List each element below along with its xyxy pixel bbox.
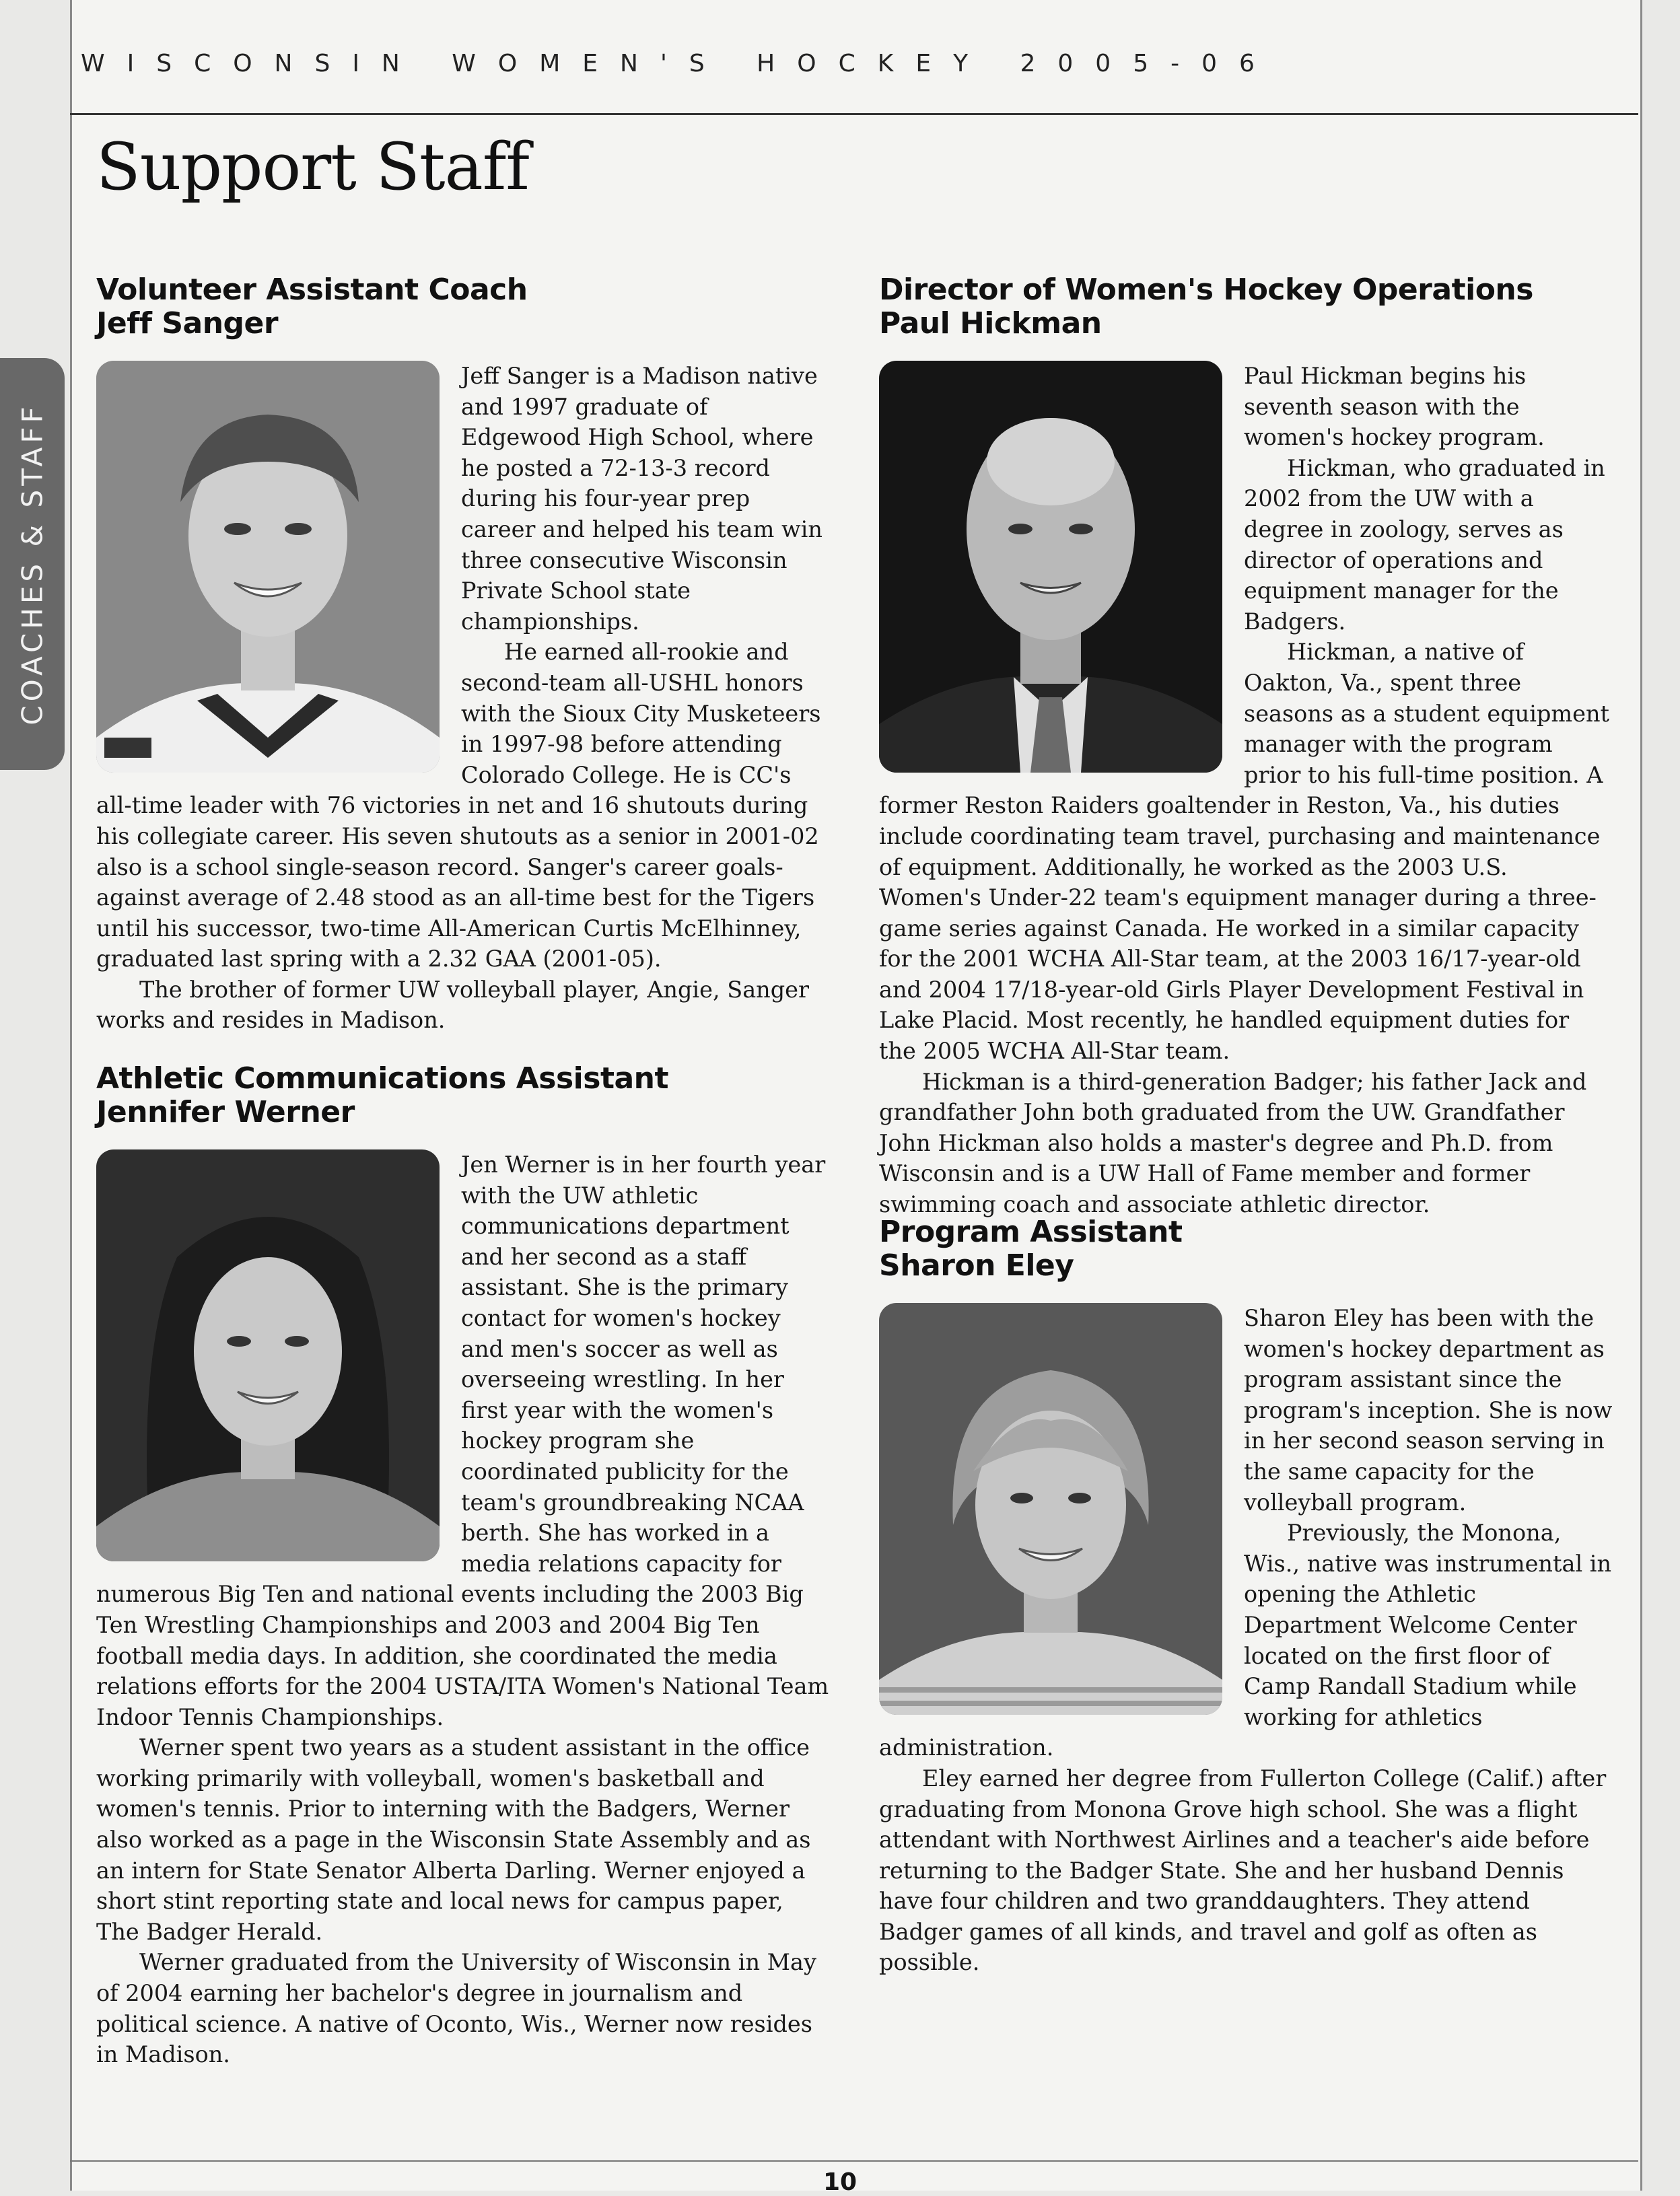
bio-sharon-eley — [879, 1215, 1613, 1978]
bio-body — [96, 1149, 830, 2070]
bio-paragraph: Hickman, who graduated in 2002 from the UW with a degree in zoology, serves as director of operations and equipment manager for the Badgers. — [1244, 454, 1605, 635]
section-tab-label: COACHES & STAFF — [15, 402, 49, 725]
bio-name: Jennifer Werner — [96, 1095, 355, 1129]
bio-paragraph: Previously, the Monona, Wis., native was instrumental in opening the Athletic Department Welcome Center located on the first floor of Camp Randall Stadium while working for athletics administration. — [879, 1520, 1612, 1761]
bio-paragraph: The brother of former UW volleyball player, Angie, Sanger works and resides in Madison. — [96, 976, 810, 1034]
bio-body — [879, 361, 1613, 1220]
bio-paragraph: Werner graduated from the University of Wisconsin in May of 2004 earning her bachelor's degree in journalism and political science. A native of Oconto, Wis., Werner now resides in Madison. — [96, 1949, 816, 2068]
bio-paragraph: He earned all-rookie and second-team all-USHL honors with the Sioux City Musketeers in 1997-98 before attending Colorado College. He is CC's all-time leader with 76 victories in net and 16 shutouts during his collegiate career. His seven shutouts as a senior in 2001-02 also is a school single-season record. Sanger's career goals-against average of 2.48 stood as an all-time best for the Tigers until his successor, two-time All-American Curtis McElhinney, graduated last spring with a 2.32 GAA (2001-05). — [96, 639, 821, 972]
page-number: 10 — [823, 2168, 858, 2196]
bio-paragraph: Sharon Eley has been with the women's hockey department as program assistant since the program's inception. She is now in her second season serving in the same capacity for the volleyball program. — [1244, 1305, 1613, 1516]
portrait-jeff-sanger — [96, 361, 440, 773]
bio-paragraph: Jeff Sanger is a Madison native and 1997 graduate of Edgewood High School, where he posted a 72-13-3 record during his four-year prep career and helped his team win three consecutive Wisconsin Private School state championships. — [461, 363, 823, 635]
bio-paul-hickman — [879, 273, 1613, 1220]
bio-role: Volunteer Assistant Coach — [96, 273, 528, 307]
bio-paragraph: Eley earned her degree from Fullerton College (Calif.) after graduating from Monona Grove high school. She was a flight attendant with Northwest Airlines and a teacher's aide before returning to the Badger State. She and her husband Dennis have four children and two granddaughters. They attend Badger games of all kinds, and travel and golf as often as possible. — [879, 1765, 1607, 1976]
page-title: Support Staff — [96, 129, 529, 205]
bio-body — [879, 1303, 1613, 1978]
bio-jennifer-werner — [96, 1062, 830, 2070]
portrait-photo — [96, 361, 440, 773]
portrait-paul-hickman — [879, 361, 1222, 773]
bio-role: Program Assistant — [879, 1215, 1183, 1249]
portrait-photo — [96, 1149, 440, 1561]
bio-role: Athletic Communications Assistant — [96, 1061, 669, 1096]
portrait-photo — [879, 361, 1222, 773]
portrait-photo — [879, 1303, 1222, 1715]
section-tab — [0, 358, 65, 770]
bio-paragraph: Hickman, a native of Oakton, Va., spent three seasons as a student equipment manager with the program prior to his full-time position. A former Reston Raiders goaltender in Reston, Va., his duties include coordinating team travel, purchasing and maintenance of equipment. Additionally, he worked as the 2003 U.S. Women's Under-22 team's equipment manager during a three-game series against Canada. He worked in a similar capacity for the 2001 WCHA All-Star team, at the 2003 16/17-year-old and 2004 17/18-year-old Girls Player Development Festival in Lake Placid. Most recently, he handled equipment duties for the 2005 WCHA All-Star team. — [879, 639, 1610, 1065]
bio-name: Jeff Sanger — [96, 306, 279, 341]
portrait-jennifer-werner — [96, 1149, 440, 1561]
bio-jeff-sanger — [96, 273, 830, 1036]
bio-body — [96, 361, 830, 1036]
portrait-sharon-eley — [879, 1303, 1222, 1715]
bio-paragraph: Werner spent two years as a student assistant in the office working primarily with volleyball, women's basketball and women's tennis. Prior to interning with the Badgers, Werner also worked as a page in the Wisconsin State Assembly and as an intern for State Senator Alberta Darling. Werner enjoyed a short stint reporting state and local news for campus paper, The Badger Herald. — [96, 1734, 811, 1945]
bio-paragraph: Paul Hickman begins his seventh season with the women's hockey program. — [1244, 363, 1545, 451]
bio-paragraph: Hickman is a third-generation Badger; his father Jack and grandfather John both graduated from the UW. Grandfather John Hickman also holds a master's degree and Ph.D. from Wisconsin and is a UW Hall of Fame member and former swimming coach and associate athletic director. — [879, 1068, 1587, 1218]
footer-rule — [70, 2160, 1638, 2162]
bio-name: Sharon Eley — [879, 1248, 1074, 1283]
bio-role: Director of Women's Hockey Operations — [879, 273, 1533, 307]
bio-paragraph: Jen Werner is in her fourth year with the UW athletic communications department and her second as a staff assistant. She is the primary contact for women's hockey and men's soccer as well as overseeing wrestling. In her first year with the women's hockey program she coordinated publicity for the team's groundbreaking NCAA berth. She has worked in a media relations capacity for numerous Big Ten and national events including the 2003 Big Ten Wrestling Championships and 2003 and 2004 Big Ten football media days. In addition, she coordinated the media relations efforts for the 2004 USTA/ITA Women's National Team Indoor Tennis Championships. — [96, 1152, 829, 1730]
header-rule — [70, 113, 1638, 115]
running-head: WISCONSIN WOMEN'S HOCKEY 2005-06 — [81, 50, 1277, 77]
bio-name: Paul Hickman — [879, 306, 1102, 341]
